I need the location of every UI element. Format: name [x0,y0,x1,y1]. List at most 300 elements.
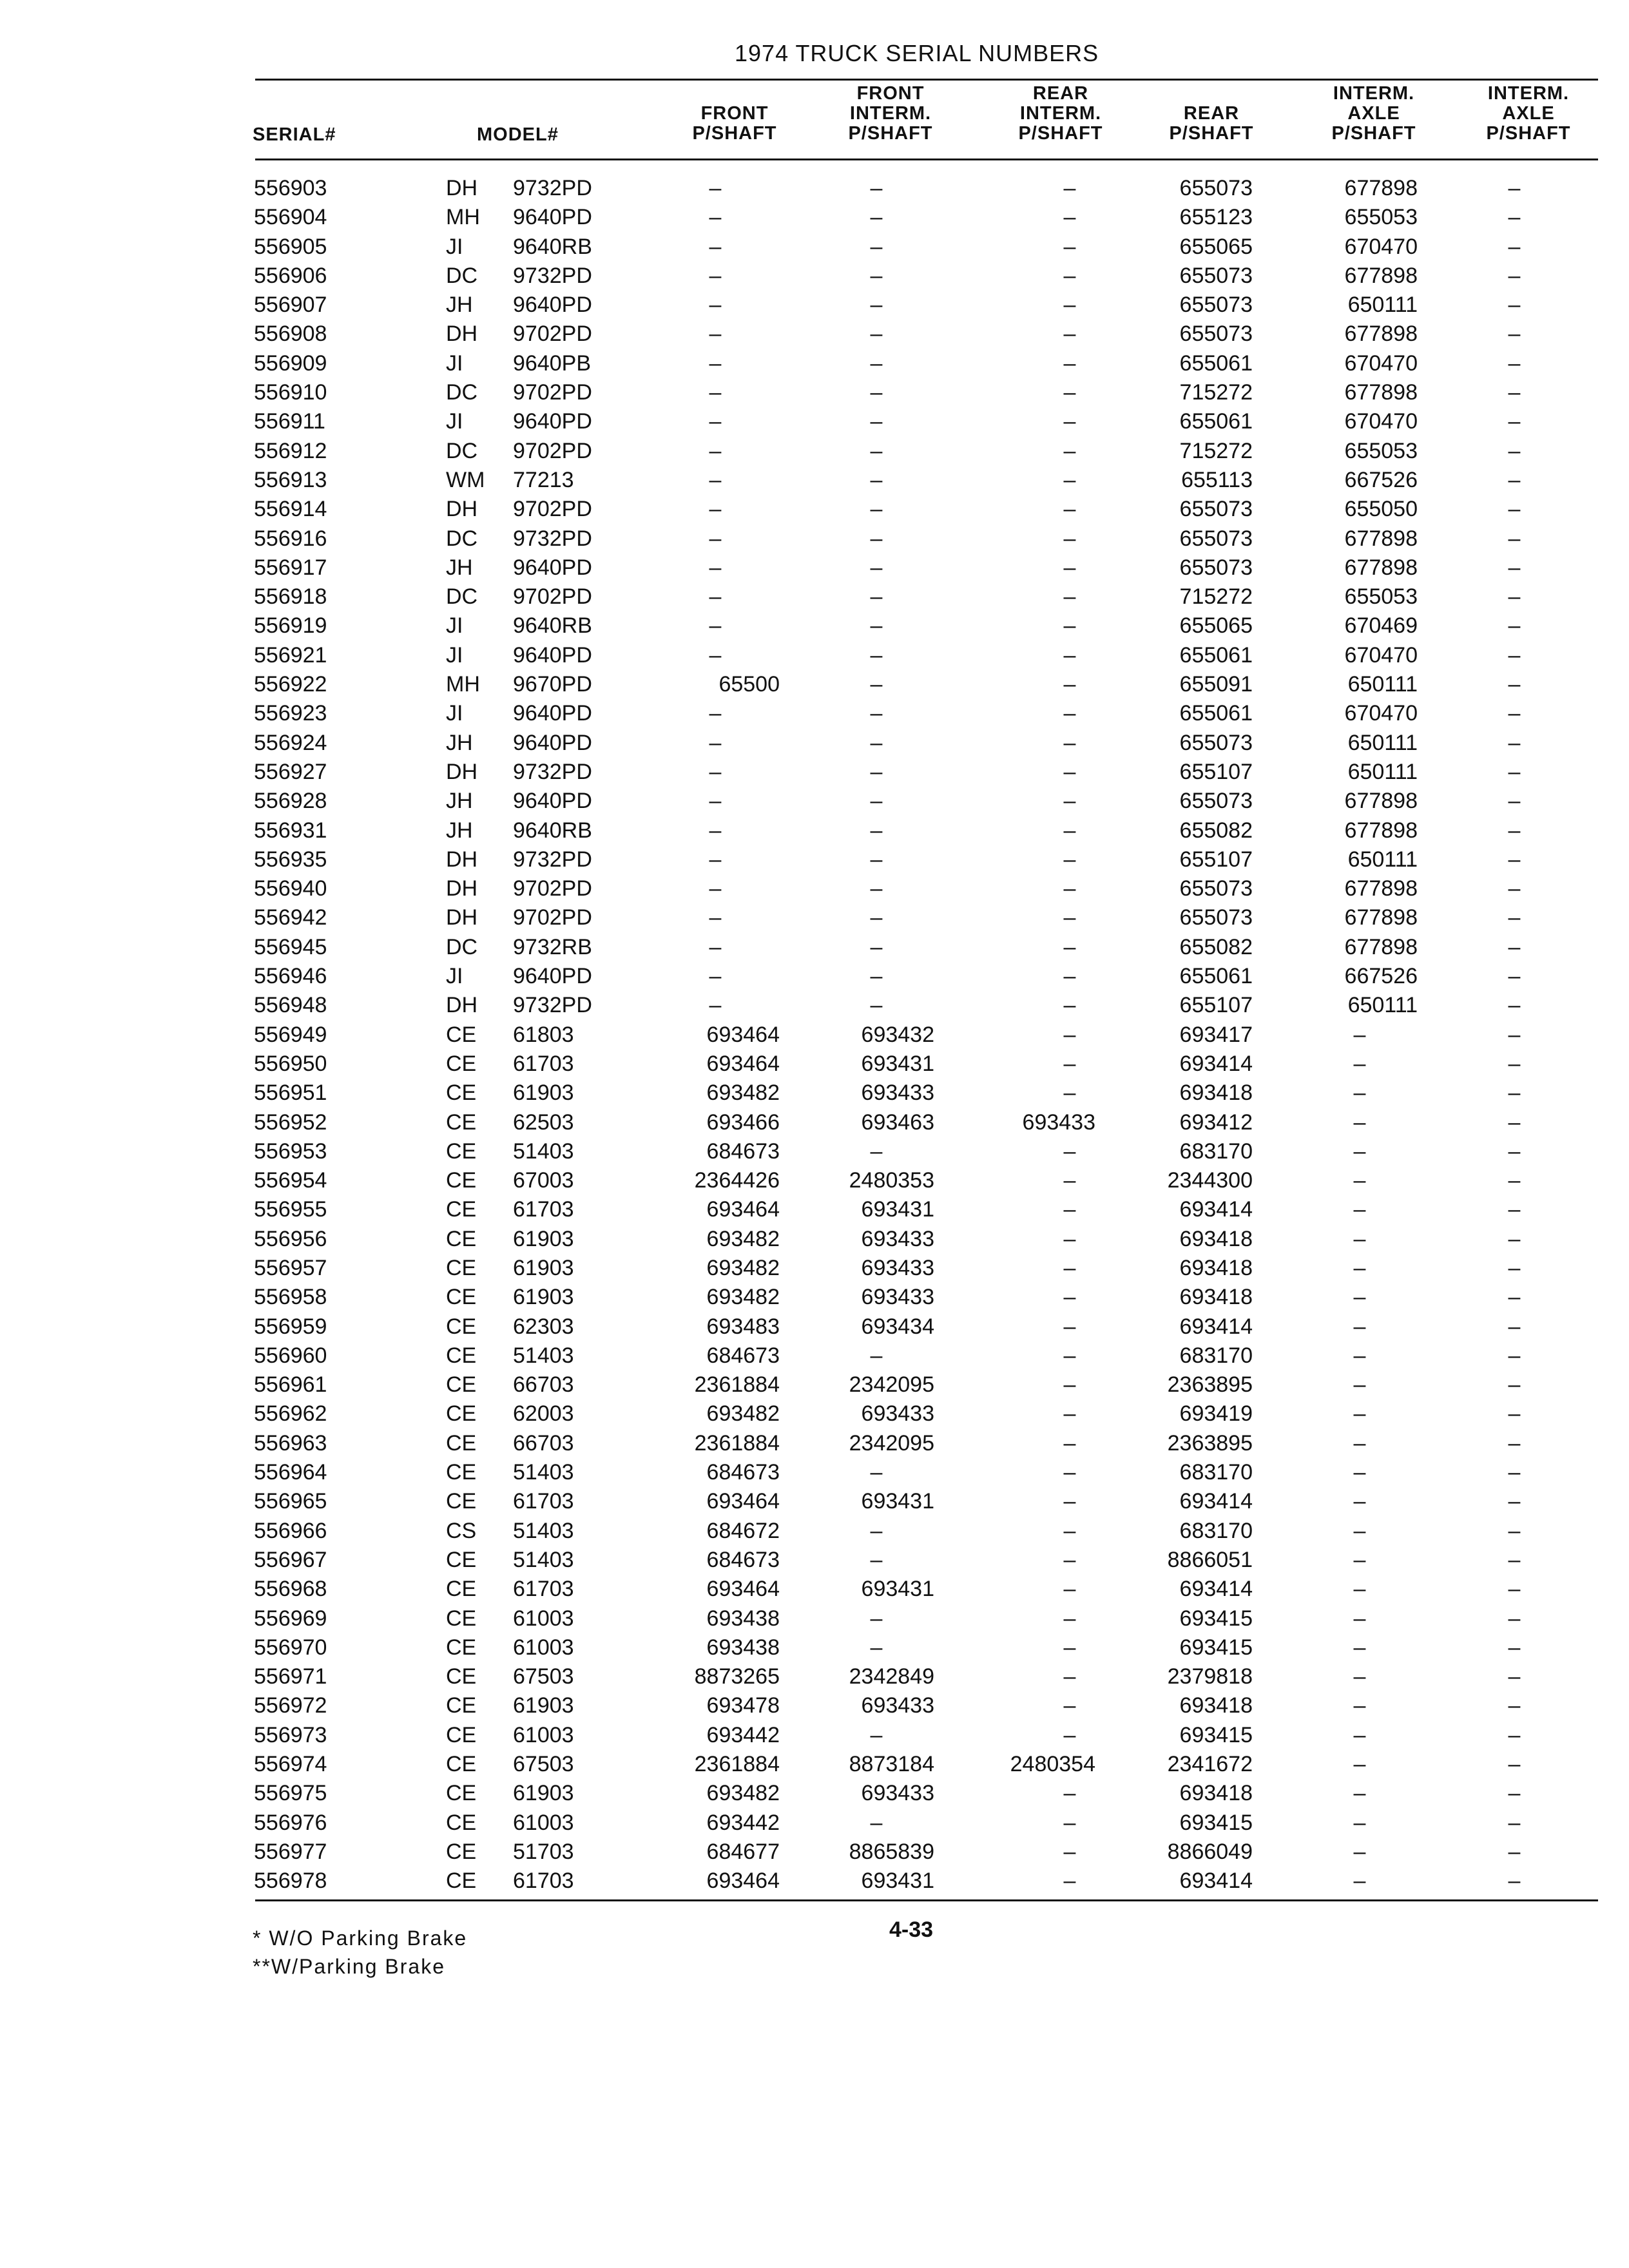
rear-pshaft-cell: 655061 [1179,409,1253,434]
serial-cell: 556978 [254,1869,327,1894]
rear-pshaft-cell: 683170 [1179,1518,1253,1543]
interm-axle-pshaft-cell: 667526 [1344,467,1418,492]
model-number-cell: 9640PD [513,789,592,814]
model-prefix-cell: CE [446,1022,477,1047]
rear-pshaft-cell: 655107 [1179,847,1253,872]
model-number-cell: 9732PD [513,263,592,288]
model-number-cell: 61003 [513,1722,574,1747]
interm-axle-pshaft-2-cell: – [1508,1314,1521,1339]
front-interm-pshaft-cell: – [870,1547,883,1572]
front-pshaft-cell: – [709,467,722,492]
model-prefix-cell: JH [446,293,473,318]
interm-axle-pshaft-cell: 677898 [1344,789,1418,814]
rear-interm-pshaft-cell: – [1063,1226,1076,1251]
rear-pshaft-cell: 2363895 [1167,1430,1253,1456]
rear-pshaft-cell: 693418 [1179,1693,1253,1718]
rear-interm-pshaft-cell: 2480354 [1010,1752,1095,1777]
front-interm-pshaft-cell: 2342095 [849,1372,934,1398]
model-number-cell: 51403 [513,1460,574,1485]
rear-interm-pshaft-cell: – [1063,1810,1076,1835]
front-pshaft-cell: 684673 [706,1460,780,1485]
interm-axle-pshaft-cell: 650111 [1347,672,1418,697]
header-line: P/SHAFT [848,123,933,144]
interm-axle-pshaft-cell: 677898 [1344,176,1418,200]
page-title: 1974 TRUCK SERIAL NUMBERS [735,40,1099,66]
rear-interm-pshaft-cell: – [1063,964,1076,989]
rear-interm-pshaft-cell: – [1063,613,1076,639]
front-pshaft-cell: – [709,322,722,347]
serial-cell: 556919 [254,613,327,639]
serial-cell: 556912 [254,438,327,463]
rear-interm-pshaft-cell: – [1063,1314,1076,1339]
model-number-cell: 61903 [513,1226,574,1251]
front-interm-pshaft-cell: – [870,322,883,347]
serial-cell: 556917 [254,555,327,580]
serial-cell: 556923 [254,701,327,726]
table-row [0,524,1629,553]
model-number-cell: 9732PD [513,176,592,200]
rear-interm-pshaft-cell: – [1063,1430,1076,1456]
interm-axle-pshaft-cell: 670470 [1344,351,1418,376]
header-line: FRONT [700,103,769,124]
interm-axle-pshaft-cell: 655053 [1344,584,1418,610]
model-number-cell: 9640RB [513,234,592,259]
front-interm-pshaft-cell: 8865839 [849,1839,934,1864]
rear-interm-pshaft-cell: – [1063,934,1076,959]
interm-axle-pshaft-cell: 677898 [1344,934,1418,959]
front-pshaft-cell: – [709,497,722,522]
serial-cell: 556975 [254,1781,327,1806]
serial-cell: 556956 [254,1226,327,1251]
serial-cell: 556976 [254,1810,327,1835]
rear-pshaft-cell: 693414 [1179,1314,1253,1339]
table-row [0,787,1629,816]
front-pshaft-cell: 693464 [706,1197,780,1222]
rear-pshaft-cell: 655091 [1179,672,1253,697]
interm-axle-pshaft-2-cell: – [1508,1810,1521,1835]
interm-axle-pshaft-cell: – [1353,1343,1366,1368]
front-interm-pshaft-cell: – [870,1606,883,1631]
model-number-cell: 61703 [513,1489,574,1514]
model-number-cell: 66703 [513,1430,574,1456]
interm-axle-pshaft-2-cell: – [1508,1577,1521,1602]
table-row [0,670,1629,699]
front-pshaft-cell: 693438 [706,1606,780,1631]
table-row [0,1662,1629,1691]
front-pshaft-cell: 693464 [706,1022,780,1047]
front-interm-pshaft-cell: – [870,409,883,434]
front-interm-pshaft-cell: 693431 [861,1869,934,1894]
interm-axle-pshaft-2-cell: – [1508,205,1521,230]
table-row [0,1546,1629,1575]
model-prefix-cell: DH [446,905,478,930]
interm-axle-pshaft-cell: – [1353,1693,1366,1718]
interm-axle-pshaft-2-cell: – [1508,964,1521,989]
table-row [0,320,1629,349]
interm-axle-pshaft-cell: 670469 [1344,613,1418,639]
interm-axle-pshaft-2-cell: – [1508,1547,1521,1572]
table-row [0,1487,1629,1516]
footnote-wo-parking-brake: * W/O Parking Brake [253,1927,468,1950]
model-number-cell: 9640PD [513,409,592,434]
front-pshaft-cell: – [709,876,722,901]
header-rear-interm-pshaft [983,84,1138,144]
rear-interm-pshaft-cell: – [1063,1022,1076,1047]
rear-pshaft-cell: 693418 [1179,1255,1253,1280]
front-pshaft-cell: 693464 [706,1577,780,1602]
footnote-w-parking-brake: **W/Parking Brake [253,1955,445,1978]
header-line: REAR [1032,83,1089,104]
rear-pshaft-cell: 655107 [1179,993,1253,1018]
model-prefix-cell: CE [446,1489,477,1514]
front-pshaft-cell: 2361884 [694,1372,780,1398]
table-row [0,349,1629,378]
rear-interm-pshaft-cell: – [1063,701,1076,726]
rear-pshaft-cell: 715272 [1179,380,1253,405]
rear-pshaft-cell: 655082 [1179,934,1253,959]
front-pshaft-cell: – [709,759,722,784]
table-row [0,1750,1629,1779]
header-line: REAR [1183,103,1240,124]
rear-interm-pshaft-cell: – [1063,438,1076,463]
model-number-cell: 9640PB [513,351,591,376]
rear-pshaft-cell: 693418 [1179,1081,1253,1106]
rear-interm-pshaft-cell: – [1063,526,1076,551]
front-interm-pshaft-cell: 693432 [861,1022,934,1047]
interm-axle-pshaft-2-cell: – [1508,759,1521,784]
interm-axle-pshaft-2-cell: – [1508,905,1521,930]
rear-interm-pshaft-cell: – [1063,847,1076,872]
front-pshaft-cell: – [709,818,722,843]
interm-axle-pshaft-2-cell: – [1508,818,1521,843]
front-pshaft-cell: – [709,263,722,288]
rear-pshaft-cell: 683170 [1179,1343,1253,1368]
front-interm-pshaft-cell: – [870,1635,883,1660]
model-number-cell: 62503 [513,1110,574,1135]
front-pshaft-cell: 2361884 [694,1752,780,1777]
header-bottom-rule [255,159,1598,160]
front-interm-pshaft-cell: – [870,176,883,200]
rear-interm-pshaft-cell: – [1063,1518,1076,1543]
front-interm-pshaft-cell: – [870,438,883,463]
front-interm-pshaft-cell: – [870,1518,883,1543]
front-interm-pshaft-cell: – [870,497,883,522]
front-pshaft-cell: 693442 [706,1810,780,1835]
front-pshaft-cell: – [709,964,722,989]
rear-interm-pshaft-cell: – [1063,1839,1076,1864]
model-number-cell: 9640PD [513,555,592,580]
rear-interm-pshaft-cell: – [1063,1401,1076,1427]
front-pshaft-cell: – [709,642,722,668]
rear-pshaft-cell: 655107 [1179,759,1253,784]
interm-axle-pshaft-2-cell: – [1508,642,1521,668]
header-line: INTERM. [1019,103,1102,124]
interm-axle-pshaft-2-cell: – [1508,1081,1521,1106]
interm-axle-pshaft-2-cell: – [1508,1430,1521,1456]
header-line: P/SHAFT [1486,123,1571,144]
front-pshaft-cell: – [709,701,722,726]
interm-axle-pshaft-cell: 677898 [1344,818,1418,843]
serial-cell: 556914 [254,497,327,522]
interm-axle-pshaft-cell: – [1353,1285,1366,1310]
front-interm-pshaft-cell: – [870,905,883,930]
table-row [0,291,1629,320]
interm-axle-pshaft-cell: – [1353,1869,1366,1894]
serial-cell: 556977 [254,1839,327,1864]
serial-cell: 556935 [254,847,327,872]
interm-axle-pshaft-cell: 670470 [1344,701,1418,726]
header-line: P/SHAFT [1331,123,1416,144]
table-row [0,874,1629,903]
front-pshaft-cell: 693442 [706,1722,780,1747]
front-interm-pshaft-cell: – [870,1139,883,1164]
serial-cell: 556966 [254,1518,327,1543]
model-number-cell: 9640PD [513,730,592,755]
rear-pshaft-cell: 693419 [1179,1401,1253,1427]
rear-interm-pshaft-cell: – [1063,730,1076,755]
interm-axle-pshaft-cell: – [1353,1752,1366,1777]
serial-cell: 556948 [254,993,327,1018]
interm-axle-pshaft-cell: 650111 [1347,293,1418,318]
rear-interm-pshaft-cell: – [1063,1255,1076,1280]
table-row [0,1691,1629,1720]
model-prefix-cell: CE [446,1430,477,1456]
table-row [0,903,1629,932]
table-row [0,407,1629,436]
interm-axle-pshaft-cell: – [1353,1547,1366,1572]
front-interm-pshaft-cell: 693431 [861,1197,934,1222]
model-number-cell: 9702PD [513,905,592,930]
model-number-cell: 62303 [513,1314,574,1339]
model-number-cell: 9702PD [513,322,592,347]
interm-axle-pshaft-2-cell: – [1508,351,1521,376]
rear-interm-pshaft-cell: – [1063,584,1076,610]
rear-pshaft-cell: 693417 [1179,1022,1253,1047]
table-row [0,203,1629,232]
rear-interm-pshaft-cell: – [1063,497,1076,522]
serial-cell: 556962 [254,1401,327,1427]
rear-interm-pshaft-cell: – [1063,1197,1076,1222]
interm-axle-pshaft-2-cell: – [1508,1664,1521,1689]
front-pshaft-cell: 693482 [706,1081,780,1106]
table-row [0,933,1629,962]
interm-axle-pshaft-cell: – [1353,1139,1366,1164]
serial-cell: 556965 [254,1489,327,1514]
model-number-cell: 61003 [513,1810,574,1835]
table-row [0,437,1629,466]
interm-axle-pshaft-cell: – [1353,1664,1366,1689]
interm-axle-pshaft-cell: – [1353,1810,1366,1835]
interm-axle-pshaft-cell: – [1353,1460,1366,1485]
serial-cell: 556954 [254,1168,327,1193]
model-number-cell: 9640RB [513,818,592,843]
table-row [0,1079,1629,1108]
header-front-pshaft [657,104,812,144]
interm-axle-pshaft-2-cell: – [1508,1722,1521,1747]
front-pshaft-cell: 693482 [706,1226,780,1251]
model-prefix-cell: CE [446,1664,477,1689]
rear-pshaft-cell: 655065 [1179,234,1253,259]
model-prefix-cell: CE [446,1577,477,1602]
table-row [0,466,1629,495]
interm-axle-pshaft-2-cell: – [1508,380,1521,405]
interm-axle-pshaft-2-cell: – [1508,584,1521,610]
front-interm-pshaft-cell: – [870,964,883,989]
rear-interm-pshaft-cell: – [1063,672,1076,697]
model-prefix-cell: JI [446,964,463,989]
header-top-rule [255,79,1598,81]
front-interm-pshaft-cell: – [870,555,883,580]
model-prefix-cell: MH [446,672,480,697]
model-prefix-cell: DH [446,847,478,872]
table-row [0,233,1629,262]
front-pshaft-cell: 693478 [706,1693,780,1718]
model-prefix-cell: DH [446,759,478,784]
header-interm-axle-pshaft [1296,84,1451,144]
model-prefix-cell: DH [446,322,478,347]
rear-pshaft-cell: 693414 [1179,1051,1253,1076]
table-row [0,1108,1629,1137]
model-number-cell: 9702PD [513,876,592,901]
rear-interm-pshaft-cell: – [1063,322,1076,347]
interm-axle-pshaft-cell: 670470 [1344,409,1418,434]
front-pshaft-cell: 684673 [706,1547,780,1572]
interm-axle-pshaft-2-cell: – [1508,526,1521,551]
table-row [0,1137,1629,1166]
model-prefix-cell: CE [446,1168,477,1193]
front-interm-pshaft-cell: – [870,1722,883,1747]
rear-pshaft-cell: 2379818 [1167,1664,1253,1689]
interm-axle-pshaft-2-cell: – [1508,1693,1521,1718]
front-pshaft-cell: 693482 [706,1255,780,1280]
serial-cell: 556967 [254,1547,327,1572]
front-interm-pshaft-cell: – [870,205,883,230]
serial-cell: 556945 [254,934,327,959]
model-number-cell: 9732PD [513,759,592,784]
interm-axle-pshaft-2-cell: – [1508,1110,1521,1135]
front-pshaft-cell: 693482 [706,1285,780,1310]
rear-interm-pshaft-cell: – [1063,1051,1076,1076]
rear-interm-pshaft-cell: – [1063,1781,1076,1806]
model-number-cell: 9702PD [513,584,592,610]
table-row [0,1254,1629,1283]
model-prefix-cell: JI [446,613,463,639]
table-row [0,174,1629,203]
interm-axle-pshaft-2-cell: – [1508,1839,1521,1864]
rear-pshaft-cell: 655061 [1179,351,1253,376]
interm-axle-pshaft-2-cell: – [1508,1255,1521,1280]
table-row [0,1370,1629,1399]
rear-pshaft-cell: 683170 [1179,1139,1253,1164]
front-interm-pshaft-cell: 693433 [861,1401,934,1427]
rear-interm-pshaft-cell: – [1063,642,1076,668]
front-pshaft-cell: – [709,293,722,318]
interm-axle-pshaft-cell: – [1353,1051,1366,1076]
interm-axle-pshaft-2-cell: – [1508,1460,1521,1485]
front-interm-pshaft-cell: 693433 [861,1781,934,1806]
front-pshaft-cell: – [709,847,722,872]
model-number-cell: 61903 [513,1255,574,1280]
table-row [0,553,1629,582]
serial-cell: 556952 [254,1110,327,1135]
table-row [0,1633,1629,1662]
serial-cell: 556953 [254,1139,327,1164]
model-prefix-cell: CE [446,1460,477,1485]
serial-cell: 556922 [254,672,327,697]
interm-axle-pshaft-2-cell: – [1508,176,1521,200]
front-interm-pshaft-cell: – [870,818,883,843]
front-pshaft-cell: – [709,934,722,959]
model-number-cell: 9670PD [513,672,592,697]
front-interm-pshaft-cell: 8873184 [849,1752,934,1777]
rear-pshaft-cell: 655061 [1179,701,1253,726]
rear-pshaft-cell: 693415 [1179,1722,1253,1747]
serial-cell: 556969 [254,1606,327,1631]
model-prefix-cell: CE [446,1081,477,1106]
model-prefix-cell: CE [446,1255,477,1280]
model-prefix-cell: JI [446,234,463,259]
serial-cell: 556960 [254,1343,327,1368]
front-pshaft-cell: 2361884 [694,1430,780,1456]
model-prefix-cell: CE [446,1051,477,1076]
table-row [0,758,1629,787]
front-pshaft-cell: 693466 [706,1110,780,1135]
model-number-cell: 9732PD [513,993,592,1018]
rear-pshaft-cell: 693414 [1179,1869,1253,1894]
rear-interm-pshaft-cell: – [1063,905,1076,930]
front-interm-pshaft-cell: – [870,993,883,1018]
rear-interm-pshaft-cell: – [1063,1168,1076,1193]
interm-axle-pshaft-cell: – [1353,1606,1366,1631]
front-interm-pshaft-cell: 2342849 [849,1664,934,1689]
interm-axle-pshaft-2-cell: – [1508,497,1521,522]
header-interm-axle-pshaft-2 [1451,84,1606,144]
model-number-cell: 51703 [513,1839,574,1864]
front-interm-pshaft-cell: 693433 [861,1693,934,1718]
serial-cell: 556970 [254,1635,327,1660]
interm-axle-pshaft-2-cell: – [1508,438,1521,463]
interm-axle-pshaft-cell: – [1353,1489,1366,1514]
interm-axle-pshaft-2-cell: – [1508,1401,1521,1427]
rear-pshaft-cell: 693414 [1179,1577,1253,1602]
interm-axle-pshaft-cell: – [1353,1781,1366,1806]
rear-pshaft-cell: 693415 [1179,1810,1253,1835]
front-pshaft-cell: 684673 [706,1343,780,1368]
front-interm-pshaft-cell: – [870,1810,883,1835]
rear-interm-pshaft-cell: – [1063,1139,1076,1164]
interm-axle-pshaft-cell: – [1353,1577,1366,1602]
rear-interm-pshaft-cell: – [1063,1343,1076,1368]
rear-pshaft-cell: 693418 [1179,1226,1253,1251]
model-number-cell: 9702PD [513,497,592,522]
interm-axle-pshaft-2-cell: – [1508,1197,1521,1222]
rear-pshaft-cell: 655073 [1179,322,1253,347]
rear-interm-pshaft-cell: – [1063,1635,1076,1660]
front-interm-pshaft-cell: 693433 [861,1081,934,1106]
front-interm-pshaft-cell: – [870,234,883,259]
front-interm-pshaft-cell: – [870,730,883,755]
rear-interm-pshaft-cell: – [1063,205,1076,230]
model-number-cell: 61903 [513,1081,574,1106]
rear-interm-pshaft-cell: – [1063,234,1076,259]
model-prefix-cell: DH [446,176,478,200]
interm-axle-pshaft-cell: 650111 [1347,993,1418,1018]
model-number-cell: 9640PD [513,642,592,668]
serial-cell: 556957 [254,1255,327,1280]
front-pshaft-cell: – [709,905,722,930]
model-number-cell: 9702PD [513,380,592,405]
front-interm-pshaft-cell: – [870,293,883,318]
